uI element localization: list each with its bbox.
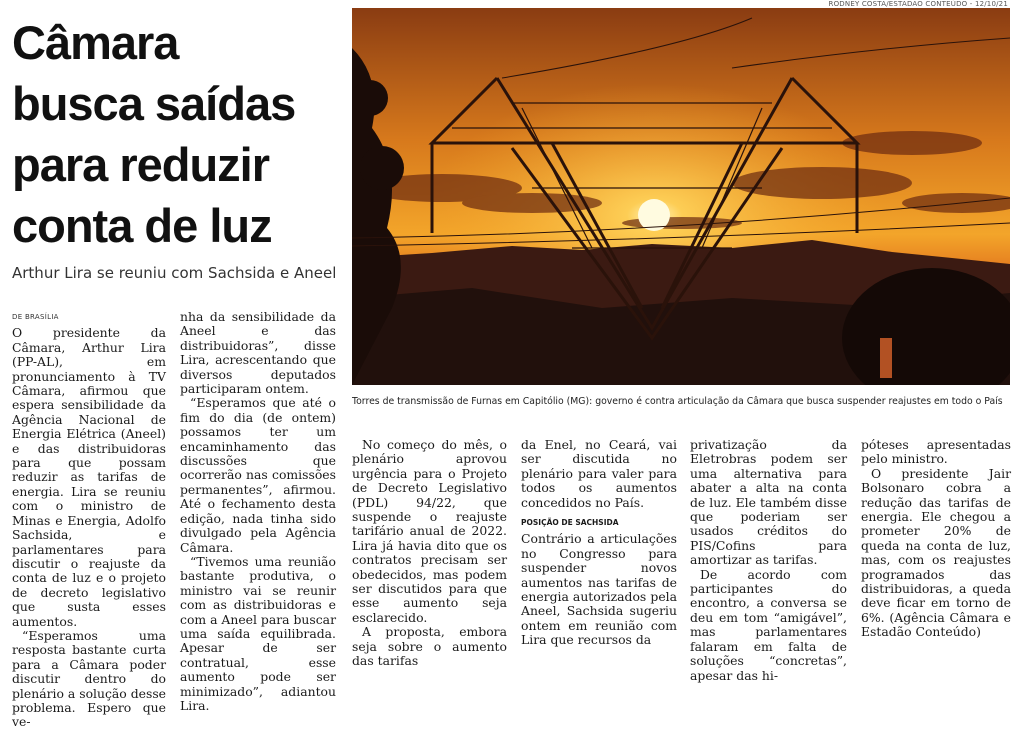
paragraph: O presidente Jair Bolsonaro cobra a redução das tarifas de energia. Ele chegou a prometer 20% de queda na conta de luz, mas, com os reajustes programados das distribuidoras, a queda deve ficar em torno de 6%. (Agência Câmara e Estadão Conteúdo) xyxy=(861,465,1011,640)
article-column-6 xyxy=(861,438,1011,640)
paragraph: privatização da Eletrobras podem ser uma alternativa para abater a alta na conta de luz. Ele também disse que poderiam ser usados créditos do PIS/Cofins para amortizar as tarifas. xyxy=(690,437,847,568)
article-column-4 xyxy=(521,438,677,648)
photo-credit: RODNEY COSTA/ESTADÃO CONTEÚDO - 12/10/21 xyxy=(828,0,1008,8)
article-column-1 xyxy=(12,310,166,730)
headline-line: Câmara xyxy=(12,16,179,69)
paragraph: Contrário a articulações no Congresso para suspender novos aumentos nas tarifas de energia autorizados pela Aneel, Sachsida sugeriu ontem em reunião com Lira que recursos da xyxy=(521,531,677,648)
paragraph: De acordo com participantes do encontro, a conversa se deu em tom “amigável”, mas parlamentares falaram em falta de soluções “concretas”, apesar das hi- xyxy=(690,566,847,683)
paragraph: “Esperamos que até o fim do dia (de ontem) possamos ter um encaminhamento das discussões que ocorrerão nas comissões permanentes”, afirmou. Até o fechamento desta edição, nada tinha sido divulgado pela Agência Câmara. xyxy=(180,395,336,555)
dateline: DE BRASÍLIA xyxy=(12,313,59,321)
paragraph: A proposta, embora seja sobre o aumento das tarifas xyxy=(352,624,507,669)
sunset-transmission-tower-photo xyxy=(352,8,1010,385)
headline-line: para reduzir xyxy=(12,138,270,191)
paragraph: póteses apresentadas pelo ministro. xyxy=(861,437,1011,467)
headline-line: busca saídas xyxy=(12,77,296,130)
paragraph: “Esperamos uma resposta bastante curta para a Câmara poder discutir dentro do plenário a solução desse problema. Espero que ve- xyxy=(12,627,167,730)
section-label: POSIÇÃO DE SACHSIDA xyxy=(521,518,619,528)
headline-line: conta de luz xyxy=(12,199,272,252)
paragraph: O presidente da Câmara, Arthur Lira (PP-AL), em pronunciamento à TV Câmara, afirmou que espera sensibilidade da Agência Nacional de Energia Elétrica (Aneel) e das distribuidoras para que possam reduzir as tarifas de energia. Lira se reuniu com o ministro de Minas e Energia, Adolfo Sachsida, e parlamentares para discutir o reajuste da conta de luz e o projeto de decreto legislativo que susta esses aumentos. xyxy=(12,325,166,629)
paragraph: da Enel, no Ceará, vai ser discutida no plenário para valer para todos os aumentos concedidos no País. xyxy=(521,437,677,510)
photo-illustration xyxy=(352,8,1010,385)
paragraph: nha da sensibilidade da Aneel e das distribuidoras”, disse Lira, acrescentando que diversos deputados participaram ontem. xyxy=(180,309,336,397)
subheadline: Arthur Lira se reuniu com Sachsida e Aneel xyxy=(12,264,337,282)
photo-caption: Torres de transmissão de Furnas em Capitólio (MG): governo é contra articulação da Câmara que busca suspender reajustes em todo o País xyxy=(352,396,1003,407)
paragraph: “Tivemos uma reunião bastante produtiva, o ministro vai se reunir com as distribuidoras e com a Aneel para buscar uma saída equilibrada. Apesar de ser contratual, esse aumento pode ser minimizado”, adiantou Lira. xyxy=(180,553,336,713)
headline xyxy=(12,12,342,256)
paragraph: No começo do mês, o plenário aprovou urgência para o Projeto de Decreto Legislativo (PDL) 94/22, que suspende o reajuste tarifário anual de 2022. Lira já havia dito que os contratos precisam ser obedecidos, mas podem ser discutidos para que esse aumento seja esclarecido. xyxy=(352,437,507,625)
article-column-5 xyxy=(690,438,847,683)
article-column-3 xyxy=(352,438,507,669)
article-column-2 xyxy=(180,310,336,713)
